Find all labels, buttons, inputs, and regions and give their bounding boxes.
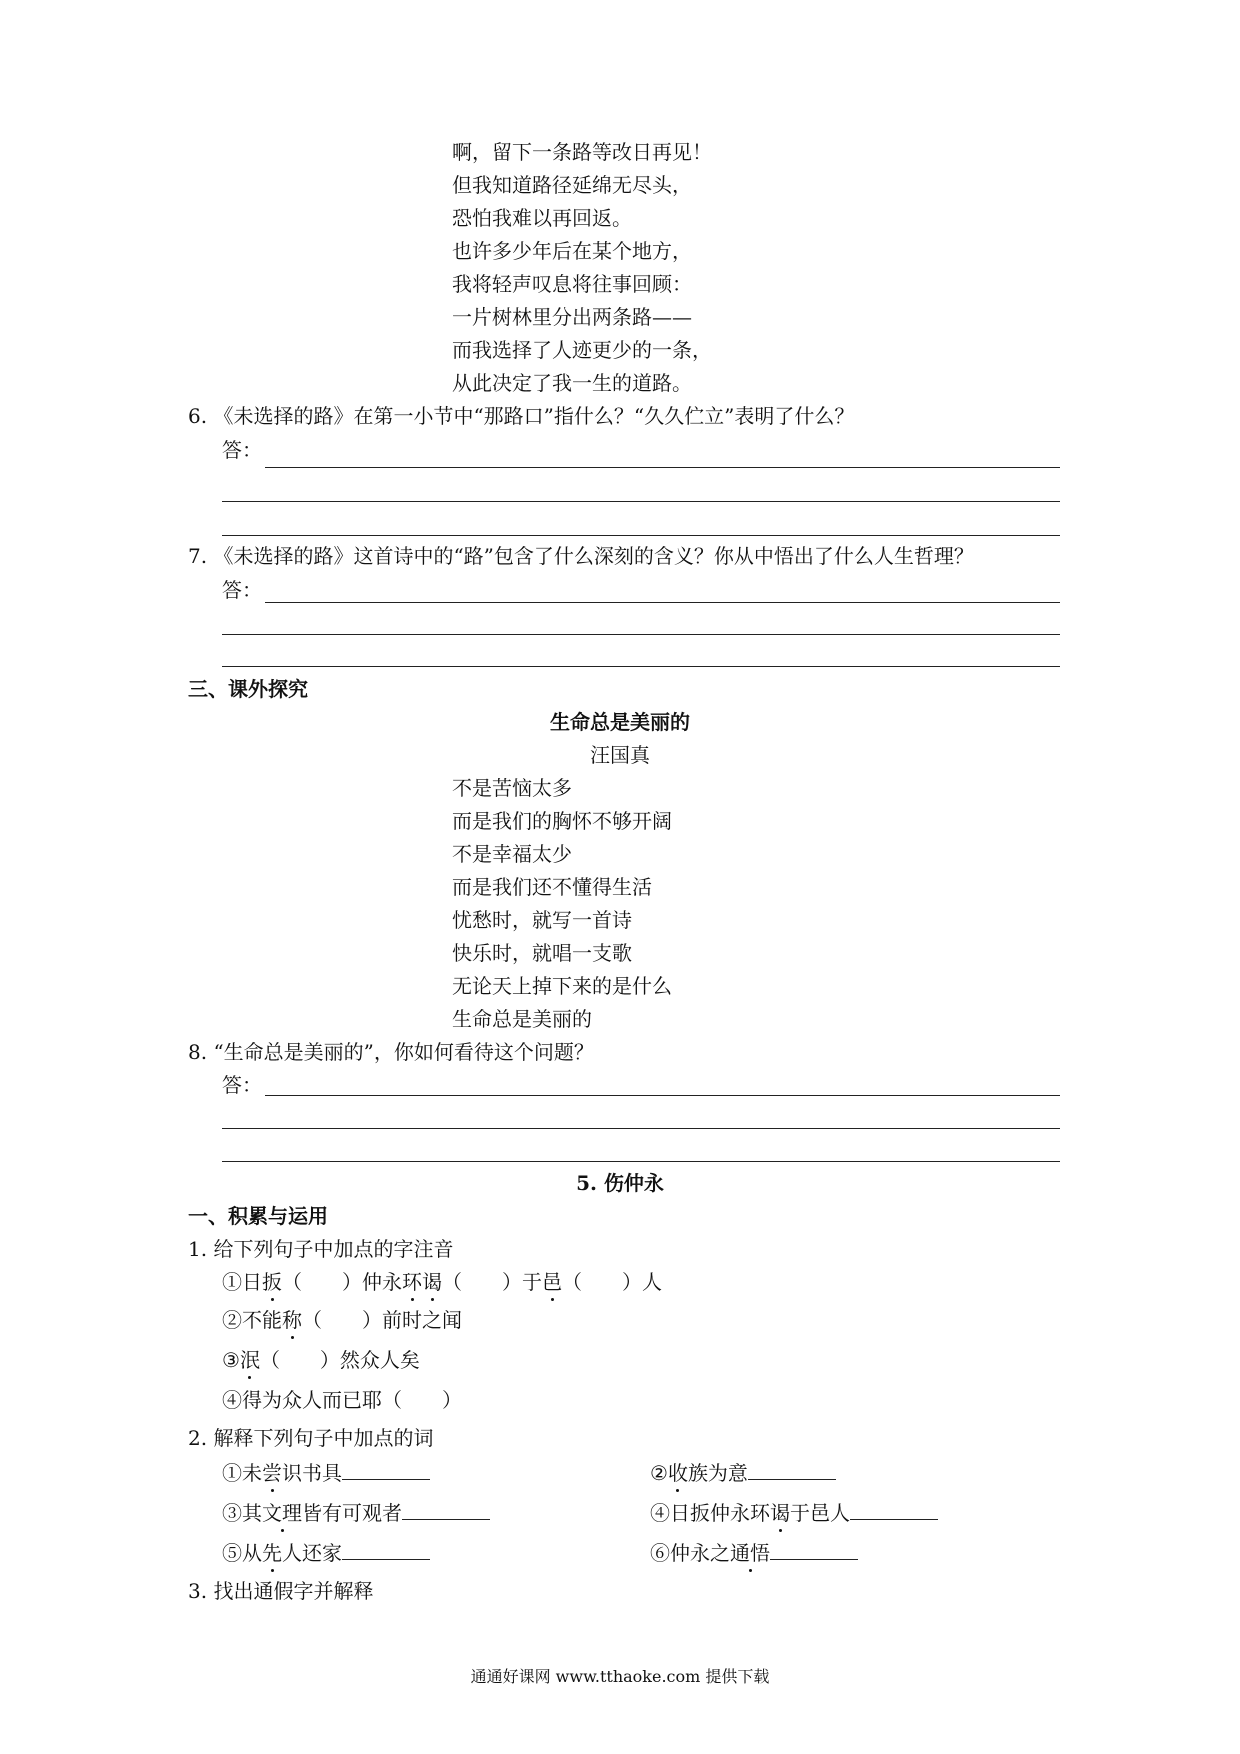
- answer-label: 答：: [222, 438, 262, 462]
- dotted-char: 通悟: [730, 1541, 770, 1565]
- dotted-char: 环: [402, 1270, 422, 1294]
- fill-blank[interactable]: [342, 1541, 430, 1560]
- fill-blank[interactable]: [342, 1461, 430, 1480]
- question-6: 6. 《未选择的路》在第一小节中“那路口”指什么？“久久伫立”表明了什么？: [188, 404, 855, 428]
- dotted-char: 泯: [239, 1348, 260, 1372]
- answer-line[interactable]: [265, 602, 1060, 603]
- dotted-char: 收: [667, 1461, 688, 1485]
- page-footer: 通通好课网 www.tthaoke.com 提供下载: [470, 1667, 770, 1686]
- poem-one-line: 恐怕我难以再回返。: [452, 206, 632, 230]
- answer-line[interactable]: [222, 634, 1060, 635]
- dotted-char: 文理: [262, 1501, 302, 1525]
- section-heading: 三、课外探究: [188, 677, 308, 701]
- poem-two-line: 不是苦恼太多: [452, 776, 572, 800]
- pinyin-item-2: ②不能称（ ）前时之闻: [222, 1308, 462, 1332]
- dotted-char: 邑: [542, 1270, 562, 1294]
- answer-line[interactable]: [265, 1095, 1060, 1096]
- poem-one-line: 一片树林里分出两条路——: [452, 305, 692, 329]
- question-3: 3. 找出通假字并解释: [188, 1579, 374, 1603]
- question-8: 8. “生命总是美丽的”，你如何看待这个问题？: [188, 1040, 594, 1064]
- fill-blank[interactable]: [748, 1461, 836, 1480]
- answer-line[interactable]: [222, 1128, 1060, 1129]
- question-2: 2. 解释下列句子中加点的词: [188, 1426, 434, 1450]
- poem-two-line: 忧愁时，就写一首诗: [452, 908, 632, 932]
- answer-label: 答：: [222, 1073, 262, 1097]
- poem-two-line: 生命总是美丽的: [452, 1007, 592, 1031]
- poem-title: 生命总是美丽的: [550, 710, 690, 734]
- answer-line[interactable]: [265, 467, 1060, 468]
- poem-one-line: 但我知道路径延绵无尽头，: [452, 173, 692, 197]
- poem-one-line: 我将轻声叹息将往事回顾：: [452, 272, 692, 296]
- explain-item-6: ⑥仲永之通悟: [650, 1540, 858, 1566]
- explain-item-4: ④日扳仲永环谒于邑人: [650, 1500, 938, 1526]
- answer-line[interactable]: [222, 501, 1060, 502]
- poem-one-line: 而我选择了人迹更少的一条，: [452, 338, 712, 362]
- fill-blank[interactable]: [402, 1501, 490, 1520]
- poem-author: 汪国真: [590, 743, 650, 767]
- poem-two-line: 快乐时，就唱一支歌: [452, 941, 632, 965]
- explain-item-3: ③其文理皆有可观者: [222, 1500, 490, 1526]
- poem-two-line: 而是我们的胸怀不够开阔: [452, 809, 672, 833]
- dotted-char: 谒: [770, 1501, 790, 1525]
- dotted-char: 先: [262, 1541, 282, 1565]
- question-7: 7. 《未选择的路》这首诗中的“路”包含了什么深刻的含义？你从中悟出了什么人生哲理？: [188, 544, 974, 568]
- dotted-char: 扳: [262, 1270, 282, 1294]
- poem-one-line: 也许多少年后在某个地方，: [452, 239, 692, 263]
- dotted-char: 尝: [262, 1461, 282, 1485]
- answer-label: 答：: [222, 578, 262, 602]
- question-1: 1. 给下列句子中加点的字注音: [188, 1237, 454, 1261]
- lesson-title: 5. 伤仲永: [576, 1171, 664, 1195]
- explain-item-5: ⑤从先人还家: [222, 1540, 430, 1566]
- dotted-char: 谒: [422, 1270, 442, 1294]
- section-heading: 一、积累与运用: [188, 1204, 328, 1228]
- explain-item-1: ①未尝识书具: [222, 1460, 430, 1486]
- pinyin-item-3: ③泯（ ）然众人矣: [222, 1348, 420, 1372]
- fill-blank[interactable]: [850, 1501, 938, 1520]
- answer-line[interactable]: [222, 535, 1060, 536]
- answer-line[interactable]: [222, 666, 1060, 667]
- answer-line[interactable]: [222, 1161, 1060, 1162]
- poem-one-line: 啊，留下一条路等改日再见！: [452, 140, 712, 164]
- poem-two-line: 无论天上掉下来的是什么: [452, 974, 672, 998]
- pinyin-item-1: ①日扳（ ）仲永环谒（ ）于邑（ ）人: [222, 1270, 662, 1294]
- poem-two-line: 而是我们还不懂得生活: [452, 875, 652, 899]
- explain-item-2: ②收族为意: [650, 1460, 836, 1486]
- poem-two-line: 不是幸福太少: [452, 842, 572, 866]
- fill-blank[interactable]: [770, 1541, 858, 1560]
- poem-one-line: 从此决定了我一生的道路。: [452, 371, 692, 395]
- dotted-char: 称: [282, 1308, 302, 1332]
- pinyin-item-4: ④得为众人而已耶（ ）: [222, 1388, 462, 1412]
